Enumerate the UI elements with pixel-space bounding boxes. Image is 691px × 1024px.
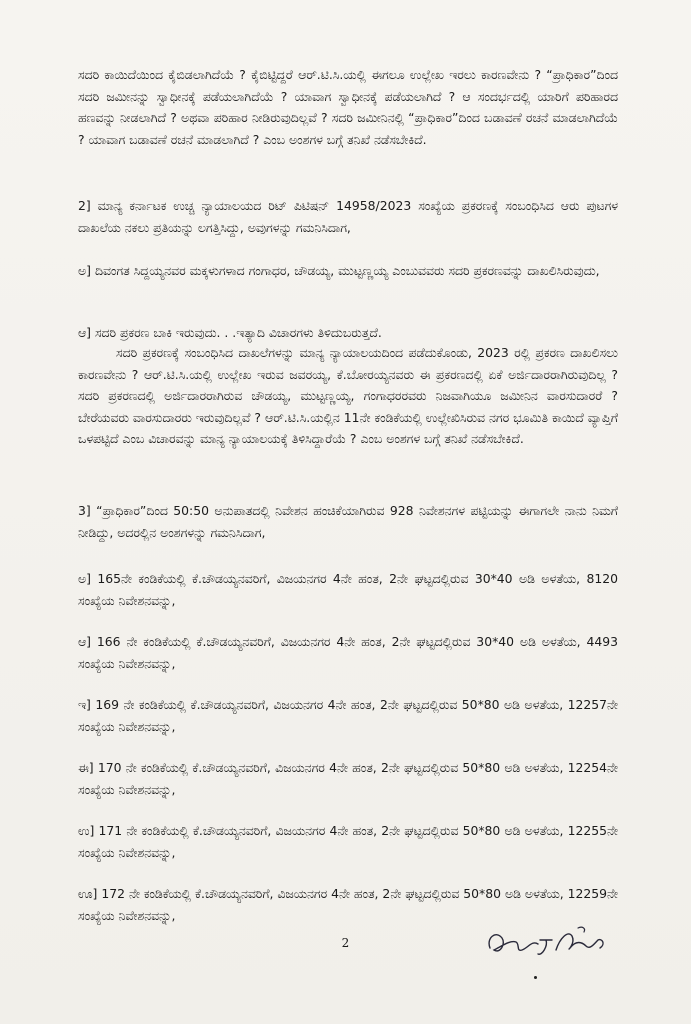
paragraph-text: 2] ಮಾನ್ಯ ಕರ್ನಾಟಕ ಉಚ್ಚ ನ್ಯಾಯಾಲಯದ ರಿಟ್ ಪಿಟಿಷನ್ 14958/2023 ಸಂಖ್ಯೆಯ ಪ್ರಕರಣಕ್ಕೆ ಸಂಬಂಧಿಸಿದ ಆರು ಪುಟಗಳ ದಾಖಲೆಯ ನಕಲು ಪ್ರತಿಯನ್ನು ಲಗತ್ತಿಸಿದ್ದು, ಅವುಗಳನ್ನು ಗಮನಿಸಿದಾಗ,	[78, 198, 618, 235]
list-item-aa	[78, 631, 618, 674]
paragraph-text: ಸದರಿ ಪ್ರಕರಣಕ್ಕೆ ಸಂಬಂಧಿಸಿದ ದಾಖಲೆಗಳನ್ನು ಮಾನ್ಯ ನ್ಯಾಯಾಲಯದಿಂದ ಪಡೆದುಕೊಂಡು, 2023 ರಲ್ಲಿ ಪ್ರಕರಣ ದಾಖಲಿಸಲು ಕಾರಣವೇನು ? ಆರ್.ಟಿ.ಸಿ.ಯಲ್ಲಿ ಉಲ್ಲೇಖ ಇರುವ ಜವರಯ್ಯ, ಕೆ.ಬೋರಯ್ಯನವರು ಈ ಪ್ರಕರಣದಲ್ಲಿ ಏಕೆ ಅರ್ಜಿದಾರರಾಗಿರುವುದಿಲ್ಲ ? ಸದರಿ ಪ್ರಕರಣದಲ್ಲಿ ಅರ್ಜಿದಾರರಾಗಿರುವ ಚೌಡಯ್ಯ, ಮುಟ್ಟಣ್ಣಯ್ಯ, ಗಂಗಾಧರರವರು ನಿಜವಾಗಿಯೂ ಜಮೀನಿನ ವಾರಸುದಾರರೆ ? ಬೇರೆಯವರು ವಾರಸುದಾರರು ಇರುವುದಿಲ್ಲವೆ ? ಆರ್.ಟಿ.ಸಿ.ಯಲ್ಲಿನ 11ನೇ ಕಂಡಿಕೆಯಲ್ಲಿ ಉಲ್ಲೇಖಿಸಿರುವ ನಗರ ಭೂಮಿತಿ ಕಾಯಿದೆ ವ್ಯಾಪ್ತಿಗೆ ಒಳಪಟ್ಟಿದೆ ಎಂಬ ವಿಚಾರವನ್ನು ಮಾನ್ಯ ನ್ಯಾಯಾಲಯಕ್ಕೆ ತಿಳಿಸಿದ್ದಾರೆಯೆ ? ಎಂಬ ಅಂಶಗಳ ಬಗ್ಗೆ ತನಿಖೆ ನಡೆಸಬೇಕಿದೆ.	[78, 345, 618, 446]
list-item-text: ಊ] 172 ನೇ ಕಂಡಿಕೆಯಲ್ಲಿ ಕೆ.ಚೌಡಯ್ಯನವರಿಗೆ, ವಿಜಯನಗರ 4ನೇ ಹಂತ, 2ನೇ ಘಟ್ಟದಲ್ಲಿರುವ 50*80 ಅಡಿ ಅಳತೆಯ, 12259ನೇ ಸಂಖ್ಯೆಯ ನಿವೇಶನವನ್ನು,	[78, 886, 618, 923]
list-item-a	[78, 568, 618, 611]
paragraph-text: 3] “ಪ್ರಾಧಿಕಾರ”ದಿಂದ 50:50 ಅನುಪಾತದಲ್ಲಿ ನಿವೇಶನ ಹಂಚಿಕೆಯಾಗಿರುವ 928 ನಿವೇಶನಗಳ ಪಟ್ಟಿಯನ್ನು ಈಗಾಗಲೇ ನಾನು ನಿಮಗೆ ನೀಡಿದ್ದು, ಅದರಲ್ಲಿನ ಅಂಶಗಳನ್ನು ಗಮನಿಸಿದಾಗ,	[78, 503, 618, 540]
paragraph-text: ಅ] ದಿವಂಗತ ಸಿದ್ದಯ್ಯನವರ ಮಕ್ಕಳುಗಳಾದ ಗಂಗಾಧರ, ಚೌಡಯ್ಯ, ಮುಟ್ಟಣ್ಣಯ್ಯ ಎಂಬುವವರು ಸದರಿ ಪ್ರಕರಣವನ್ನು ದಾಖಲಿಸಿರುವುದು,	[78, 263, 600, 278]
list-item-i	[78, 694, 618, 737]
paragraph-intro	[78, 64, 618, 150]
list-item-text: ಈ] 170 ನೇ ಕಂಡಿಕೆಯಲ್ಲಿ ಕೆ.ಚೌಡಯ್ಯನವರಿಗೆ, ವಿಜಯನಗರ 4ನೇ ಹಂತ, 2ನೇ ಘಟ್ಟದಲ್ಲಿರುವ 50*80 ಅಡಿ ಅಳತೆಯ, 12254ನೇ ಸಂಖ್ಯೆಯ ನಿವೇಶನವನ್ನು,	[78, 760, 618, 797]
list-item-u	[78, 820, 618, 863]
list-item-text: ಇ] 169 ನೇ ಕಂಡಿಕೆಯಲ್ಲಿ ಕೆ.ಚೌಡಯ್ಯನವರಿಗೆ, ವಿಜಯನಗರ 4ನೇ ಹಂತ, 2ನೇ ಘಟ್ಟದಲ್ಲಿರುವ 50*80 ಅಡಿ ಅಳತೆಯ, 12257ನೇ ಸಂಖ್ಯೆಯ ನಿವೇಶನವನ್ನು,	[78, 697, 618, 734]
paragraph-inquiry	[78, 342, 618, 450]
paragraph-3	[78, 500, 618, 543]
paragraph-2a	[78, 260, 618, 282]
list-item-text: ಆ] 166 ನೇ ಕಂಡಿಕೆಯಲ್ಲಿ ಕೆ.ಚೌಡಯ್ಯನವರಿಗೆ, ವಿಜಯನಗರ 4ನೇ ಹಂತ, 2ನೇ ಘಟ್ಟದಲ್ಲಿರುವ 30*40 ಅಡಿ ಅಳತೆಯ, 4493 ಸಂಖ್ಯೆಯ ನಿವೇಶನವನ್ನು,	[78, 634, 618, 671]
paragraph-2b	[78, 322, 618, 344]
paragraph-text: ಸದರಿ ಕಾಯಿದೆಯಿಂದ ಕೈಬಿಡಲಾಗಿದೆಯೆ ? ಕೈಬಿಟ್ಟಿದ್ದರೆ ಆರ್.ಟಿ.ಸಿ.ಯಲ್ಲಿ ಈಗಲೂ ಉಲ್ಲೇಖ ಇರಲು ಕಾರಣವೇನು ? “ಪ್ರಾಧಿಕಾರ”ದಿಂದ ಸದರಿ ಜಮೀನನ್ನು ಸ್ವಾಧೀನಕ್ಕೆ ಪಡೆಯಲಾಗಿದೆಯೆ ? ಯಾವಾಗ ಸ್ವಾಧೀನಕ್ಕೆ ಪಡೆಯಲಾಗಿದೆ ? ಆ ಸಂದರ್ಭದಲ್ಲಿ ಯಾರಿಗೆ ಪರಿಹಾರದ ಹಣವನ್ನು ನೀಡಲಾಗಿದೆ ? ಅಥವಾ ಪರಿಹಾರ ನೀಡಿರುವುದಿಲ್ಲವೆ ? ಸದರಿ ಜಮೀನಿನಲ್ಲಿ “ಪ್ರಾಧಿಕಾರ”ದಿಂದ ಬಡಾವಣೆ ರಚನೆ ಮಾಡಲಾಗಿದೆಯೆ ? ಯಾವಾಗ ಬಡಾವಣೆ ರಚನೆ ಮಾಡಲಾಗಿದೆ ? ಎಂಬ ಅಂಶಗಳ ಬಗ್ಗೆ ತನಿಖೆ ನಡೆಸಬೇಕಿದೆ.	[78, 67, 618, 147]
list-item-ii	[78, 757, 618, 800]
list-item-text: ಉ] 171 ನೇ ಕಂಡಿಕೆಯಲ್ಲಿ ಕೆ.ಚೌಡಯ್ಯನವರಿಗೆ, ವಿಜಯನಗರ 4ನೇ ಹಂತ, 2ನೇ ಘಟ್ಟದಲ್ಲಿರುವ 50*80 ಅಡಿ ಅಳತೆಯ, 12255ನೇ ಸಂಖ್ಯೆಯ ನಿವೇಶನವನ್ನು,	[78, 823, 618, 860]
list-item-text: ಅ] 165ನೇ ಕಂಡಿಕೆಯಲ್ಲಿ ಕೆ.ಚೌಡಯ್ಯನವರಿಗೆ, ವಿಜಯನಗರ 4ನೇ ಹಂತ, 2ನೇ ಘಟ್ಟದಲ್ಲಿರುವ 30*40 ಅಡಿ ಅಳತೆಯ, 8120 ಸಂಖ್ಯೆಯ ನಿವೇಶನವನ್ನು,	[78, 571, 618, 608]
ink-dot	[534, 976, 537, 979]
page-number: 2	[341, 936, 350, 950]
paragraph-2	[78, 195, 618, 238]
paragraph-text: ಆ] ಸದರಿ ಪ್ರಕರಣ ಬಾಕಿ ಇರುವುದು. . .ಇತ್ಯಾದಿ ವಿಚಾರಗಳು ತಿಳಿದುಬರುತ್ತದೆ.	[78, 325, 382, 340]
handwritten-signature	[482, 910, 612, 970]
